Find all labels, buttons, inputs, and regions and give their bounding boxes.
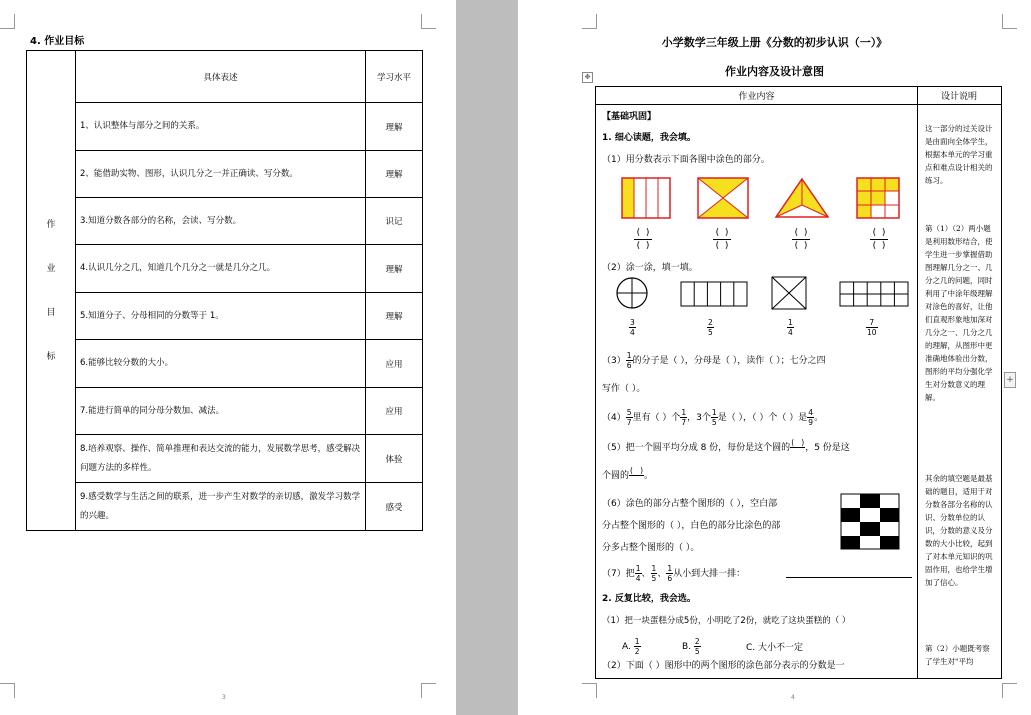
crop-mark xyxy=(421,683,436,698)
fraction-label: $\frac{2}{5}$ xyxy=(708,318,713,337)
fraction-label: $\frac{1}{4}$ xyxy=(788,318,793,337)
question-1-title: 1. 细心读题，我会填。 xyxy=(602,133,696,143)
fraction-label: $\frac{3}{4}$ xyxy=(630,318,635,337)
question-1-5-cont: 个圆的 ( ) 。 xyxy=(602,466,653,485)
col-note: 设计说明 xyxy=(940,92,977,102)
figure-checkerboard xyxy=(840,493,900,550)
crop-mark xyxy=(1002,14,1017,29)
table-row: 3.知道分数各部分的名称，会读、写分数。 识记 xyxy=(27,198,423,245)
page-number: 3 xyxy=(222,694,226,701)
answer-slot[interactable]: ( ) ( ) xyxy=(713,227,731,252)
doc-subtitle: 作业内容及设计意图 xyxy=(725,65,824,78)
question-1-7: （7）把 $\frac{1}{4}$ 、 $\frac{1}{5}$ 、 $\frac{1}{6}$ 从小到大排一排： xyxy=(602,564,746,583)
page-number: 4 xyxy=(791,694,795,701)
design-note: 这一部分的过关设计是由面向全体学生，根据本单元的学习重点和难点设计相关的练习。 xyxy=(925,124,993,185)
section-label: 【基础巩固】 xyxy=(602,112,657,122)
design-note: 其余的填空题是最基础的题目，适用于对分数各部分名称的认识、分数单位的认识，分数的意义及分数的大小比较，起到了对本单元知识的巩固作用，也给学生增加了信心。 xyxy=(925,474,993,587)
question-1-6-cont: 分占整个图形的（ ），白色的部分比涂色的部 xyxy=(602,521,781,531)
header-desc: 具体表述 xyxy=(76,51,366,103)
question-1-2: （2）涂一涂，填一填。 xyxy=(602,263,698,273)
question-1-3: （3） $\frac{1}{6}$ 的分子是（ ），分母是（ ），读作（ ）；七分之四 xyxy=(602,351,826,370)
page-4 xyxy=(518,0,1031,715)
table-row: 4.认识几分之几，知道几个几分之一就是几分之几。 理解 xyxy=(27,245,423,293)
table-row: 7.能进行简单的同分母分数加、减法。 应用 xyxy=(27,388,423,435)
crop-mark xyxy=(582,14,597,29)
table-row: 9.感受数学与生活之间的联系，进一步产生对数学的亲切感，激发学习数学的兴趣。 感受 xyxy=(27,483,423,531)
design-note: 第（1）（2）两小题是利用数形结合，使学生进一步掌握借助图理解几分之一、几分之几的问题，同时利用了中涂年级理解对涂色的喜好，让他们直观形象地加深对几分之一、几分之几的理解，从图形中更准确地体验出分数，图形的平均分强化学生对分数意义的理解。 xyxy=(925,224,993,402)
crop-mark xyxy=(582,683,597,698)
crop-mark xyxy=(1002,683,1017,698)
question-1-6-cont2: 分多占整个图形的（ ）。 xyxy=(602,543,700,553)
answer-slot[interactable]: ( ) ( ) xyxy=(792,227,810,252)
answer-slot[interactable]: ( ) ( ) xyxy=(634,227,652,252)
question-1-3-cont: 写作（ ）。 xyxy=(602,384,646,394)
option-b[interactable]: B. $\frac{2}{5}$ xyxy=(682,637,700,656)
question-2-title: 2. 反复比较，我会选。 xyxy=(602,594,696,604)
vertical-label: 作 业 目 标 xyxy=(27,51,76,531)
col-content: 作业内容 xyxy=(738,92,775,102)
figure-grid xyxy=(856,177,900,219)
figure-triangle xyxy=(774,177,830,219)
answer-line[interactable] xyxy=(786,577,912,578)
expand-button[interactable]: + xyxy=(1004,372,1016,388)
question-2-2: （2）下面（ ）图形中的两个图形的涂色部分表示的分数是一 xyxy=(602,661,845,671)
figure-grid-10 xyxy=(839,281,909,307)
option-c[interactable]: C. 大小不一定 xyxy=(746,643,804,653)
crop-mark xyxy=(421,14,436,29)
table-row: 1、认识整体与部分之间的关系。 理解 xyxy=(27,103,423,151)
design-note: 第（2）小题既考察了学生对"平均 xyxy=(925,644,990,666)
page-3 xyxy=(0,0,456,715)
section-title: 4. 作业目标 xyxy=(30,36,85,47)
crop-mark xyxy=(0,683,15,698)
answer-slot[interactable]: ( ) xyxy=(630,466,644,475)
crop-mark xyxy=(0,14,15,29)
question-1-4: （4） $\frac{5}{7}$ 里有（ ）个 $\frac{1}{7}$ ，3个 $\frac{1}{5}$ 是（ ），（ ）个（ ）是 $\frac{4}{9}$ 。 xyxy=(602,408,824,427)
figure-circle xyxy=(614,276,650,310)
question-2-1: （1）把一块蛋糕分成5份，小明吃了2份，就吃了这块蛋糕的（ ） xyxy=(602,616,851,626)
question-1-6: （6）涂色的部分占整个图形的（ ），空白部 xyxy=(602,499,778,509)
figure-bar-5 xyxy=(680,281,748,307)
figure-rect-diagonals xyxy=(697,177,749,219)
answer-slot[interactable]: ( ) ( ) xyxy=(870,227,888,252)
question-1-5: （5）把一个圆平均分成 8 份，每份是这个圆的 ( ) ，5 份是这 xyxy=(602,438,850,457)
objectives-table xyxy=(26,50,423,531)
table-row: 8.培养观察、操作、简单推理和表达交流的能力，发展数学思考，感受解决问题方法的多样性。 体验 xyxy=(27,435,423,483)
question-1-1: （1）用分数表示下面各图中涂色的部分。 xyxy=(602,155,770,165)
table-row: 6.能够比较分数的大小。 应用 xyxy=(27,340,423,388)
header-level: 学习水平 xyxy=(366,51,423,103)
answer-slot[interactable]: ( ) xyxy=(791,438,805,447)
figure-square-x xyxy=(771,276,807,310)
table-move-handle[interactable]: ✥ xyxy=(582,72,593,83)
figure-rect-stripes xyxy=(621,177,671,219)
fraction-label: $\frac{7}{10}$ xyxy=(867,318,877,337)
table-row: 2、能借助实物、图形，认识几分之一并正确读、写分数。 理解 xyxy=(27,151,423,198)
option-a[interactable]: A. $\frac{1}{2}$ xyxy=(622,637,640,656)
table-row: 5.知道分子、分母相同的分数等于 1。 理解 xyxy=(27,293,423,340)
doc-title: 小学数学三年级上册《分数的初步认识（一）》 xyxy=(661,36,888,49)
